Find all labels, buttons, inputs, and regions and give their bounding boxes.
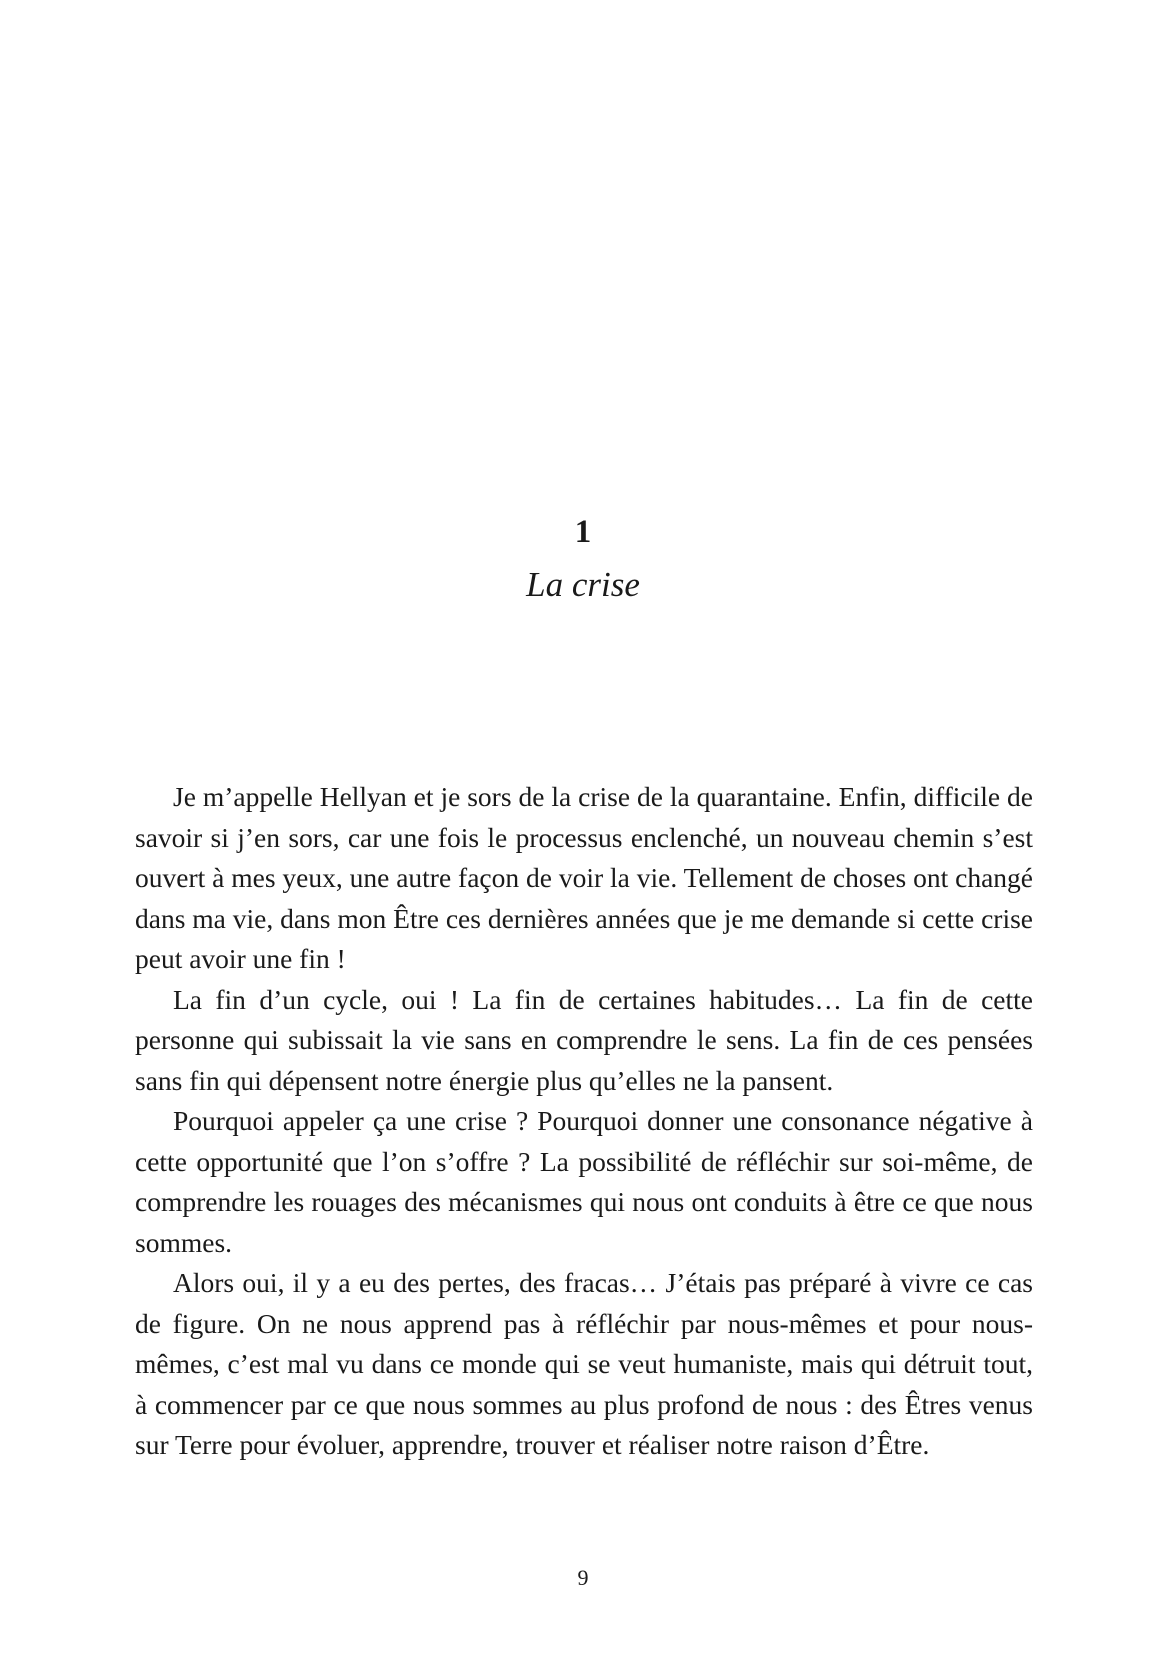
paragraph: Pourquoi appeler ça une crise ? Pourquoi donner une consonance négative à cette opportunité que l’on s’offre ? La possibilité de réfléchir sur soi-même, de comprendre les rouages des mécanismes qui nous ont conduits à être ce que nous sommes. xyxy=(135,1105,1033,1258)
chapter-number: 1 xyxy=(574,514,592,550)
paragraph: Je m’appelle Hellyan et je sors de la crise de la quarantaine. Enfin, difficile de savoir si j’en sors, car une fois le processus enclenché, un nouveau chemin s’est ouvert à mes yeux, une autre façon de voir la vie. Tellement de choses ont changé dans ma vie, dans mon Être ces dernières années que je me demande si cette crise peut avoir une fin ! xyxy=(135,781,1033,974)
body-text xyxy=(135,777,1033,1466)
chapter-title: La crise xyxy=(526,565,640,604)
paragraph: Alors oui, il y a eu des pertes, des fracas… J’étais pas préparé à vivre ce cas de figure. On ne nous apprend pas à réfléchir par nous-mêmes et pour nous-mêmes, c’est mal vu dans ce monde qui se veut humaniste, mais qui détruit tout, à commencer par ce que nous sommes au plus profond de nous : des Êtres venus sur Terre pour évoluer, apprendre, trouver et réaliser notre raison d’Être. xyxy=(135,1267,1033,1460)
page-number: 9 xyxy=(577,1565,589,1590)
paragraph: La fin d’un cycle, oui ! La fin de certaines habitudes… La fin de cette personne qui subissait la vie sans en comprendre le sens. La fin de ces pensées sans fin qui dépensent notre énergie plus qu’elles ne la pansent. xyxy=(135,983,1033,1096)
